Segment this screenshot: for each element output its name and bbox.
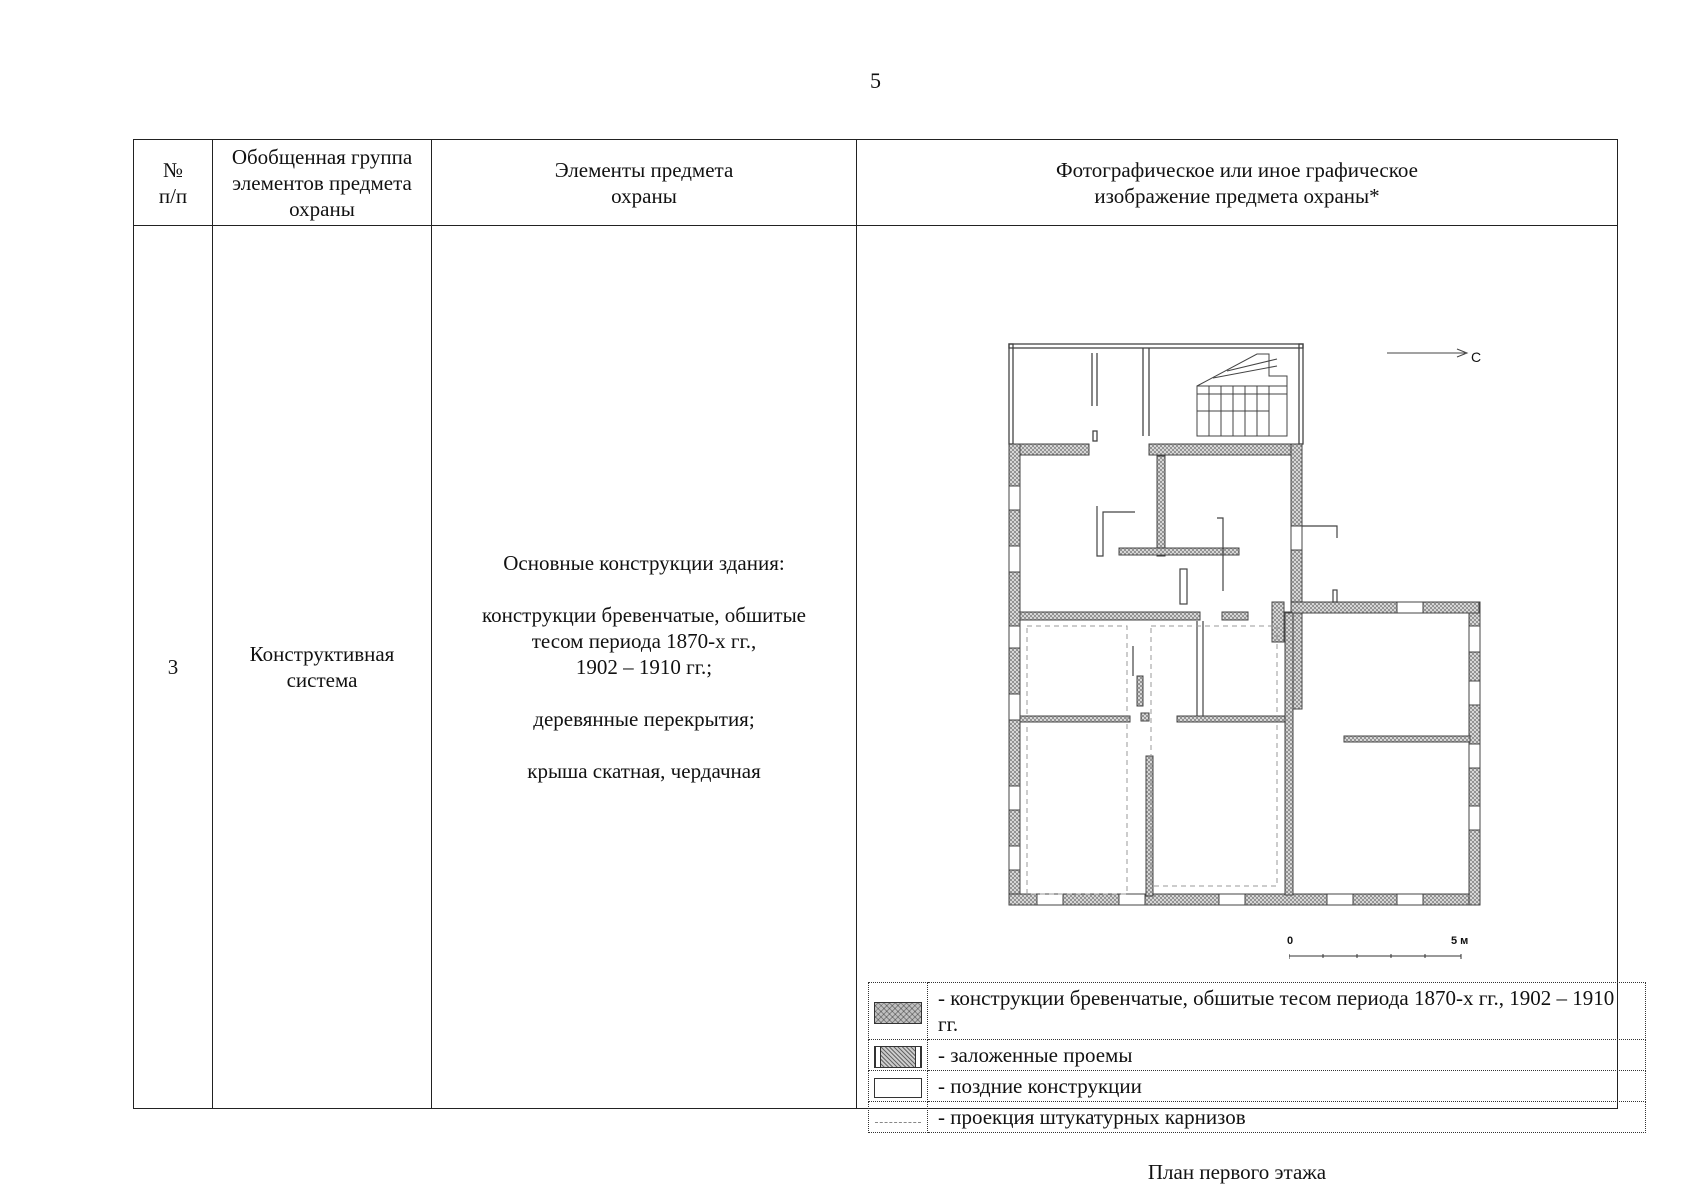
row-num: 3 — [134, 226, 213, 1109]
cornice-dashed-swatch-icon — [875, 1122, 921, 1123]
legend-text: - проекция штукатурных карнизов — [928, 1102, 1646, 1133]
scale-start-label: 0 — [1287, 935, 1294, 947]
plan-legend — [868, 982, 1646, 1133]
table-header-row — [134, 140, 1618, 226]
row-group: Конструктивная система — [213, 226, 432, 1109]
row-elements: Основные конструкции здания: конструкции бревенчатые, обшитые тесом периода 1870-х гг., 1902 – 1910 гг.; деревянные перекрытия; крыша скатная, чердачная — [432, 226, 857, 1109]
legend-row — [869, 1102, 1646, 1133]
floor-plan-drawing — [857, 226, 1617, 1106]
log-wall-swatch-icon — [874, 1002, 922, 1024]
header-num: № п/п — [134, 140, 213, 226]
log-walls — [1009, 444, 1480, 905]
scale-ruler-icon — [1289, 954, 1469, 964]
table-row — [134, 226, 1618, 1109]
filled-openings — [1009, 486, 1480, 905]
north-label: С — [1471, 349, 1482, 365]
header-elements: Элементы предмета охраны — [432, 140, 857, 226]
header-image: Фотографическое или иное графическое изображение предмета охраны* — [857, 140, 1618, 226]
late-structure-swatch-icon — [874, 1078, 922, 1098]
page-number: 5 — [870, 68, 881, 93]
protection-table — [133, 139, 1618, 1184]
legend-text: - конструкции бревенчатые, обшитые тесом периода 1870-х гг., 1902 – 1910 гг. — [928, 983, 1646, 1040]
filled-opening-swatch-icon — [874, 1046, 922, 1068]
legend-row — [869, 1071, 1646, 1102]
stair-icon — [1197, 354, 1287, 436]
plan-caption: План первого этажа — [1147, 1160, 1327, 1184]
header-group: Обобщенная группа элементов предмета охраны — [213, 140, 432, 226]
north-arrow-icon — [1387, 346, 1471, 360]
legend-text: - заложенные проемы — [928, 1040, 1646, 1071]
legend-row — [869, 1040, 1646, 1071]
scale-bar — [1287, 935, 1469, 970]
legend-row — [869, 983, 1646, 1040]
legend-text: - поздние конструкции — [928, 1071, 1646, 1102]
row-image — [857, 226, 1618, 1184]
scale-end-label: 5 м — [1451, 935, 1469, 947]
